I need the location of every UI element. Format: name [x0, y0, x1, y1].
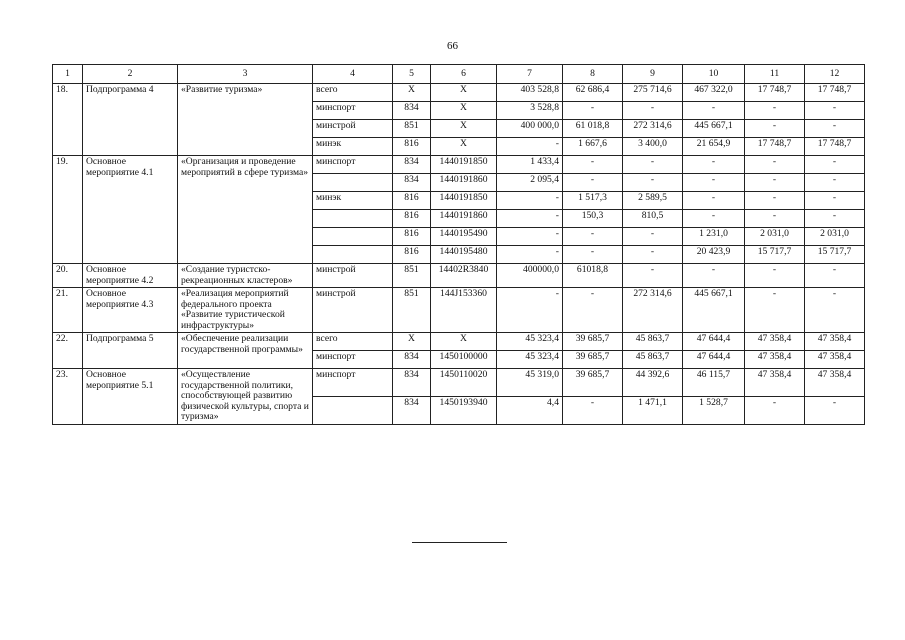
executor-cell: всего [313, 333, 393, 351]
value-cell: 1450100000 [431, 351, 497, 369]
executor-cell: минспорт [313, 102, 393, 120]
value-cell: 2 031,0 [805, 228, 865, 246]
table-row [53, 84, 865, 102]
value-cell: - [497, 210, 563, 228]
value-cell: - [805, 192, 865, 210]
table-row [53, 156, 865, 174]
value-cell: 1440191860 [431, 174, 497, 192]
value-cell: 39 685,7 [563, 351, 623, 369]
program-title: «Осуществление государственной политики, способствующей развитию физической культуры, спорта и туризма» [178, 369, 313, 425]
value-cell: X [431, 138, 497, 156]
value-cell: 17 748,7 [805, 84, 865, 102]
value-cell: 45 863,7 [623, 333, 683, 351]
program-title: «Организация и проведение мероприятий в сфере туризма» [178, 156, 313, 264]
value-cell: - [745, 120, 805, 138]
column-header: 3 [178, 65, 313, 84]
value-cell: - [497, 228, 563, 246]
header-row [53, 65, 865, 84]
table-row [53, 333, 865, 351]
value-cell: - [623, 174, 683, 192]
value-cell: - [683, 210, 745, 228]
value-cell: - [745, 210, 805, 228]
value-cell: X [393, 84, 431, 102]
value-cell: 816 [393, 192, 431, 210]
column-header: 5 [393, 65, 431, 84]
value-cell: 47 358,4 [805, 333, 865, 351]
value-cell: 1 433,4 [497, 156, 563, 174]
value-cell: 47 358,4 [805, 369, 865, 397]
executor-cell [313, 246, 393, 264]
table-row [53, 264, 865, 288]
program-name: Основное мероприятие 5.1 [83, 369, 178, 425]
value-cell: - [805, 264, 865, 288]
executor-cell [313, 210, 393, 228]
value-cell: 39 685,7 [563, 333, 623, 351]
value-cell: - [623, 102, 683, 120]
value-cell: 816 [393, 138, 431, 156]
value-cell: - [745, 102, 805, 120]
value-cell: 810,5 [623, 210, 683, 228]
value-cell: 45 323,4 [497, 351, 563, 369]
column-header: 12 [805, 65, 865, 84]
value-cell: 1450193940 [431, 396, 497, 424]
value-cell: 851 [393, 288, 431, 333]
value-cell: 816 [393, 210, 431, 228]
value-cell: - [497, 138, 563, 156]
value-cell: 47 358,4 [745, 333, 805, 351]
value-cell: 45 323,4 [497, 333, 563, 351]
column-header: 4 [313, 65, 393, 84]
value-cell: 62 686,4 [563, 84, 623, 102]
executor-cell: минспорт [313, 369, 393, 397]
row-number: 19. [53, 156, 83, 264]
value-cell: 61 018,8 [563, 120, 623, 138]
value-cell: 46 115,7 [683, 369, 745, 397]
value-cell: - [805, 288, 865, 333]
value-cell: - [745, 156, 805, 174]
value-cell: 21 654,9 [683, 138, 745, 156]
value-cell: 14402R3840 [431, 264, 497, 288]
value-cell: 4,4 [497, 396, 563, 424]
value-cell: - [683, 102, 745, 120]
column-header: 10 [683, 65, 745, 84]
value-cell: 2 589,5 [623, 192, 683, 210]
value-cell: 1440191850 [431, 156, 497, 174]
value-cell: X [431, 102, 497, 120]
value-cell: - [497, 288, 563, 333]
row-number: 23. [53, 369, 83, 425]
executor-cell: минстрой [313, 120, 393, 138]
program-name: Основное мероприятие 4.3 [83, 288, 178, 333]
value-cell: 1 471,1 [623, 396, 683, 424]
column-header: 2 [83, 65, 178, 84]
value-cell: 1 517,3 [563, 192, 623, 210]
executor-cell: минстрой [313, 288, 393, 333]
value-cell: - [497, 246, 563, 264]
value-cell: 39 685,7 [563, 369, 623, 397]
executor-cell: минэк [313, 138, 393, 156]
value-cell: 400 000,0 [497, 120, 563, 138]
value-cell: 275 714,6 [623, 84, 683, 102]
value-cell: - [805, 120, 865, 138]
executor-cell: минстрой [313, 264, 393, 288]
value-cell: - [563, 396, 623, 424]
value-cell: 2 095,4 [497, 174, 563, 192]
value-cell: 816 [393, 246, 431, 264]
value-cell: - [623, 228, 683, 246]
budget-table [52, 64, 865, 425]
value-cell: - [745, 192, 805, 210]
value-cell: 47 644,4 [683, 333, 745, 351]
value-cell: - [563, 102, 623, 120]
program-title: «Развитие туризма» [178, 84, 313, 156]
column-header: 6 [431, 65, 497, 84]
page-number: 66 [447, 40, 458, 52]
value-cell: 834 [393, 174, 431, 192]
value-cell: 15 717,7 [805, 246, 865, 264]
value-cell: 1 667,6 [563, 138, 623, 156]
value-cell: - [563, 228, 623, 246]
table-row [53, 288, 865, 333]
value-cell: 15 717,7 [745, 246, 805, 264]
value-cell: 20 423,9 [683, 246, 745, 264]
value-cell: - [497, 192, 563, 210]
value-cell: 47 358,4 [745, 369, 805, 397]
row-number: 18. [53, 84, 83, 156]
column-header: 7 [497, 65, 563, 84]
value-cell: 17 748,7 [745, 138, 805, 156]
value-cell: 400000,0 [497, 264, 563, 288]
value-cell: 445 667,1 [683, 120, 745, 138]
value-cell: - [745, 396, 805, 424]
value-cell: 834 [393, 351, 431, 369]
value-cell: - [563, 246, 623, 264]
column-header: 1 [53, 65, 83, 84]
value-cell: 1440195490 [431, 228, 497, 246]
executor-cell: всего [313, 84, 393, 102]
value-cell: 1 231,0 [683, 228, 745, 246]
value-cell: - [745, 174, 805, 192]
value-cell: 45 863,7 [623, 351, 683, 369]
value-cell: 3 528,8 [497, 102, 563, 120]
value-cell: 1440191860 [431, 210, 497, 228]
column-header: 8 [563, 65, 623, 84]
value-cell: - [745, 288, 805, 333]
value-cell: 47 358,4 [745, 351, 805, 369]
program-name: Основное мероприятие 4.2 [83, 264, 178, 288]
value-cell: - [683, 264, 745, 288]
value-cell: 17 748,7 [805, 138, 865, 156]
executor-cell: минспорт [313, 351, 393, 369]
value-cell: - [805, 396, 865, 424]
value-cell: 272 314,6 [623, 120, 683, 138]
value-cell: 44 392,6 [623, 369, 683, 397]
value-cell: 445 667,1 [683, 288, 745, 333]
value-cell: X [431, 84, 497, 102]
row-number: 22. [53, 333, 83, 369]
table-row [53, 369, 865, 397]
value-cell: 403 528,8 [497, 84, 563, 102]
value-cell: 851 [393, 120, 431, 138]
value-cell: - [623, 246, 683, 264]
value-cell: X [431, 120, 497, 138]
value-cell: 1440191850 [431, 192, 497, 210]
program-name: Подпрограмма 5 [83, 333, 178, 369]
executor-cell [313, 228, 393, 246]
value-cell: 45 319,0 [497, 369, 563, 397]
value-cell: 272 314,6 [623, 288, 683, 333]
value-cell: 2 031,0 [745, 228, 805, 246]
value-cell: - [563, 174, 623, 192]
value-cell: - [683, 192, 745, 210]
value-cell: 851 [393, 264, 431, 288]
value-cell: 1 528,7 [683, 396, 745, 424]
program-title: «Обеспечение реализации государственной программы» [178, 333, 313, 369]
value-cell: - [805, 102, 865, 120]
value-cell: X [393, 333, 431, 351]
value-cell: - [805, 174, 865, 192]
value-cell: 1450110020 [431, 369, 497, 397]
value-cell: 816 [393, 228, 431, 246]
value-cell: 834 [393, 369, 431, 397]
value-cell: 17 748,7 [745, 84, 805, 102]
column-header: 9 [623, 65, 683, 84]
value-cell: - [683, 174, 745, 192]
value-cell: - [805, 210, 865, 228]
value-cell: - [623, 264, 683, 288]
value-cell: 834 [393, 396, 431, 424]
value-cell: - [745, 264, 805, 288]
value-cell: 61018,8 [563, 264, 623, 288]
footer-divider [412, 542, 507, 543]
value-cell: 47 358,4 [805, 351, 865, 369]
executor-cell [313, 174, 393, 192]
executor-cell: минспорт [313, 156, 393, 174]
row-number: 20. [53, 264, 83, 288]
value-cell: - [683, 156, 745, 174]
row-number: 21. [53, 288, 83, 333]
value-cell: - [563, 156, 623, 174]
value-cell: - [805, 156, 865, 174]
value-cell: 150,3 [563, 210, 623, 228]
value-cell: 834 [393, 102, 431, 120]
value-cell: 1440195480 [431, 246, 497, 264]
value-cell: - [563, 288, 623, 333]
value-cell: 144J153360 [431, 288, 497, 333]
value-cell: 3 400,0 [623, 138, 683, 156]
value-cell: X [431, 333, 497, 351]
value-cell: 834 [393, 156, 431, 174]
executor-cell [313, 396, 393, 424]
program-name: Основное мероприятие 4.1 [83, 156, 178, 264]
value-cell: - [623, 156, 683, 174]
program-title: «Реализация мероприятий федерального проекта «Развитие туристической инфраструктуры» [178, 288, 313, 333]
executor-cell: минэк [313, 192, 393, 210]
value-cell: 467 322,0 [683, 84, 745, 102]
column-header: 11 [745, 65, 805, 84]
value-cell: 47 644,4 [683, 351, 745, 369]
program-title: «Создание туристско-рекреационных кластеров» [178, 264, 313, 288]
program-name: Подпрограмма 4 [83, 84, 178, 156]
